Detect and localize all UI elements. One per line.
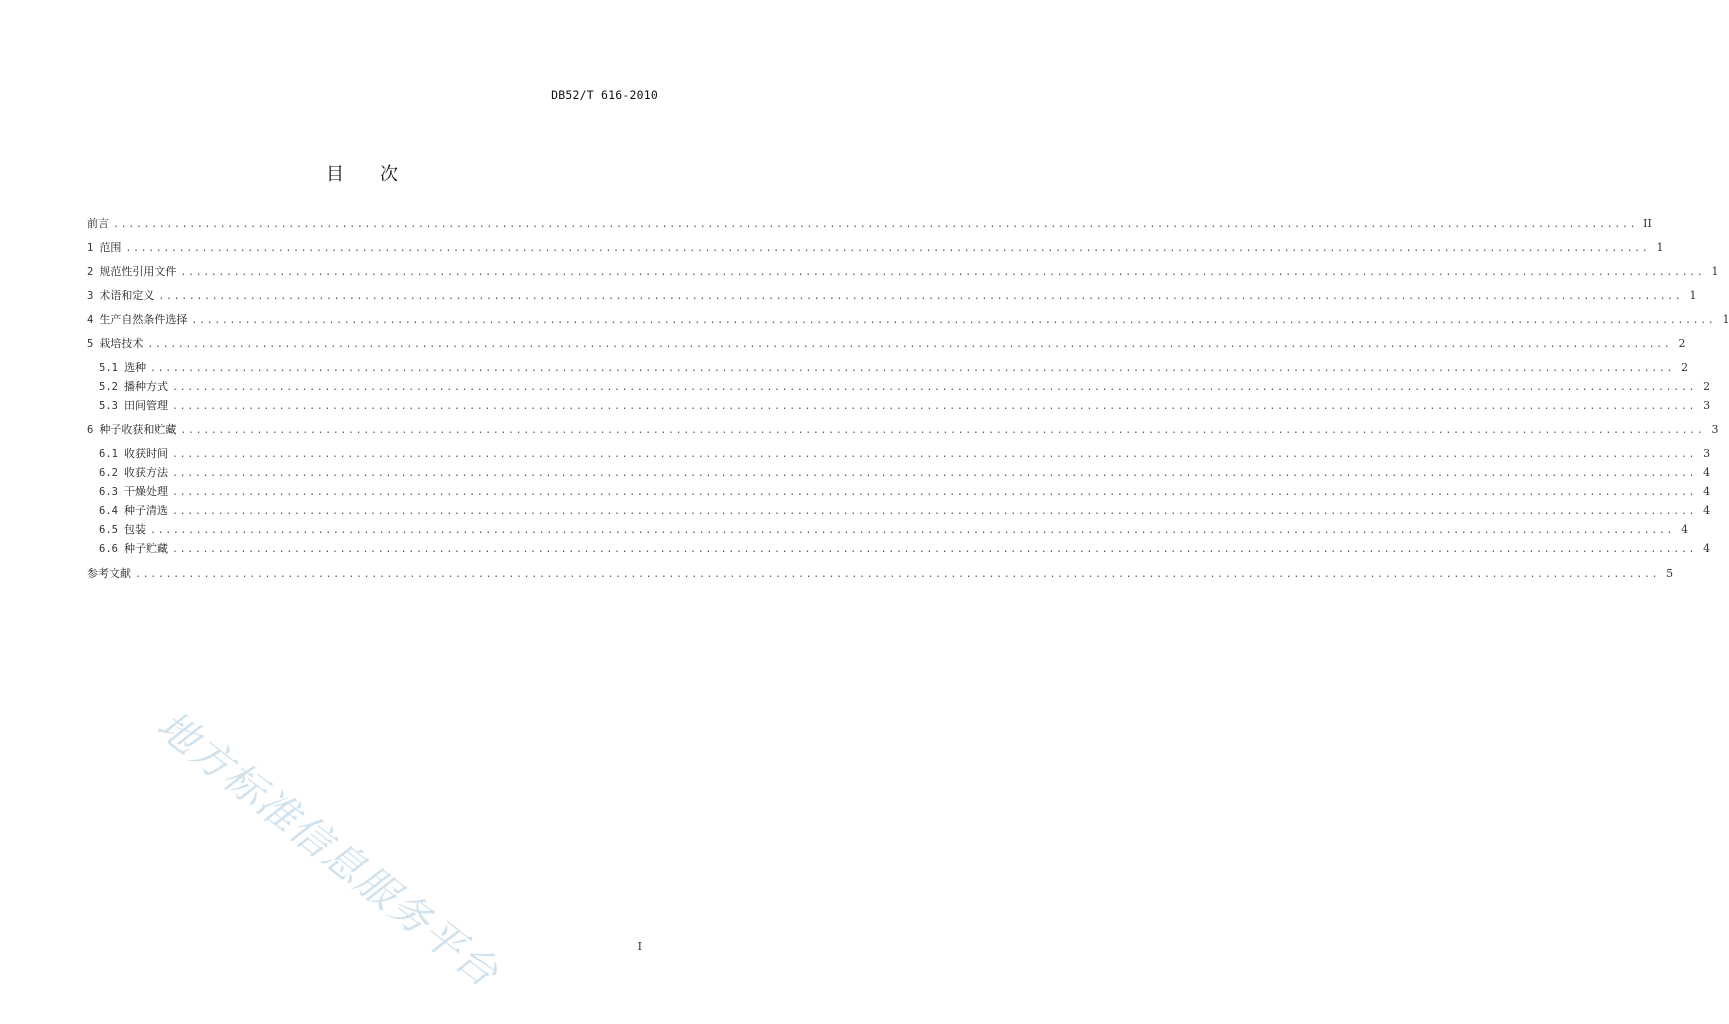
toc-entry[interactable]: [87, 239, 1664, 257]
toc-entry-label: 栽培技术: [99, 337, 144, 350]
toc-entry-page: 2: [1678, 337, 1686, 350]
toc-entry-label: 术语和定义: [99, 289, 155, 302]
toc-leader: ........................................................................................................................................................................................................: [171, 468, 1697, 479]
toc-entry-label: 参考文献: [87, 567, 131, 580]
toc-entry-number: 5: [87, 338, 94, 350]
toc-entry[interactable]: [87, 421, 1719, 439]
toc-entry-number: 4: [87, 314, 94, 326]
toc-leader: ........................................................................................................................................................................................................: [180, 267, 1705, 278]
toc-entry-number: 6: [87, 424, 94, 436]
toc-entry-page: 2: [1703, 380, 1711, 393]
toc-entry-page: 2: [1681, 361, 1689, 374]
toc-entry[interactable]: [87, 287, 1697, 305]
toc-entry[interactable]: [87, 311, 1729, 329]
toc-leader: ........................................................................................................................................................................................................: [180, 425, 1705, 436]
page-title: [0, 160, 724, 186]
toc-entry-bibliography[interactable]: [87, 565, 1674, 583]
toc-entry-page: 1: [1656, 241, 1664, 254]
toc-entry-label: 包装: [123, 523, 146, 536]
toc-entry-page: 4: [1681, 523, 1689, 536]
toc-leader: ........................................................................................................................................................................................................: [171, 487, 1697, 498]
toc-leader: ........................................................................................................................................................................................................: [149, 363, 1675, 374]
toc-entry-label: 选种: [123, 361, 146, 374]
toc-entry-label: 规范性引用文件: [99, 265, 177, 278]
toc-subentry[interactable]: [99, 359, 1689, 377]
toc-entry-label: 前言: [87, 217, 109, 230]
toc-entry-number: 1: [87, 242, 94, 254]
toc-leader: ........................................................................................................................................................................................................: [147, 339, 1672, 350]
toc-entry-label: 干燥处理: [123, 485, 168, 498]
toc-subentry[interactable]: [99, 464, 1711, 482]
toc-entry-page: 5: [1666, 567, 1674, 580]
toc-entry-page: 1: [1722, 313, 1729, 326]
toc-subentry[interactable]: [99, 397, 1711, 415]
toc-entry-number: 5.1: [99, 362, 118, 374]
toc-entry-number: 5.3: [99, 400, 118, 412]
toc-entry-number: 6.6: [99, 543, 118, 555]
toc-leader: ........................................................................................................................................................................................................: [135, 569, 1660, 580]
toc-leader: ........................................................................................................................................................................................................: [171, 382, 1697, 393]
toc-subentry[interactable]: [99, 540, 1711, 558]
toc-entry-page: 1: [1689, 289, 1697, 302]
toc-entry-number: 3: [87, 290, 94, 302]
toc-entry[interactable]: [87, 263, 1719, 281]
toc-entry-page: 3: [1703, 447, 1711, 460]
toc-entry-number: 6.1: [99, 448, 118, 460]
toc-entry-page: II: [1643, 217, 1652, 230]
toc-entry-page: 1: [1711, 265, 1719, 278]
toc-leader: ........................................................................................................................................................................................................: [125, 243, 1650, 254]
toc-entry-page: 4: [1703, 485, 1711, 498]
toc-entry-label: 田间管理: [123, 399, 168, 412]
toc-entry-number: 6.5: [99, 524, 118, 536]
toc-entry-number: 6.2: [99, 467, 118, 479]
toc-leader: ........................................................................................................................................................................................................: [149, 525, 1675, 536]
toc-entry-label: 种子收获和贮藏: [99, 423, 177, 436]
toc-subentry[interactable]: [99, 445, 1711, 463]
toc-entry-page: 4: [1703, 542, 1711, 555]
toc-entry-page: 4: [1703, 466, 1711, 479]
toc-entry-label: 种子贮藏: [123, 542, 168, 555]
toc-subentry[interactable]: [99, 378, 1711, 396]
toc-leader: ........................................................................................................................................................................................................: [113, 219, 1638, 230]
toc-leader: ........................................................................................................................................................................................................: [171, 449, 1697, 460]
toc-leader: ........................................................................................................................................................................................................: [158, 291, 1683, 302]
toc-entry[interactable]: [87, 335, 1686, 353]
toc-entry-label: 播种方式: [123, 380, 168, 393]
page-title-part1: 目: [326, 164, 344, 185]
toc-entry-label: 生产自然条件选择: [99, 313, 188, 326]
toc-entry-label: 收获时间: [123, 447, 168, 460]
toc-leader: ........................................................................................................................................................................................................: [191, 315, 1716, 326]
toc-entry-number: 6.3: [99, 486, 118, 498]
toc-entry-foreword[interactable]: [87, 215, 1652, 233]
toc-subentry[interactable]: [99, 483, 1711, 501]
toc-entry-page: 3: [1711, 423, 1719, 436]
page-title-part2: 次: [380, 164, 398, 185]
toc-entry-number: 6.4: [99, 505, 118, 517]
toc-entry-page: 3: [1703, 399, 1711, 412]
toc-leader: ........................................................................................................................................................................................................: [171, 544, 1697, 555]
toc-entry-label: 种子清选: [123, 504, 168, 517]
toc-entry-number: 5.2: [99, 381, 118, 393]
toc-subentry[interactable]: [99, 521, 1689, 539]
watermark: 地方标准信息服务平台: [148, 702, 508, 997]
toc-entry-page: 4: [1703, 504, 1711, 517]
toc-subentry[interactable]: [99, 502, 1711, 520]
toc-leader: ........................................................................................................................................................................................................: [171, 401, 1697, 412]
toc-entry-number: 2: [87, 266, 94, 278]
toc-leader: ........................................................................................................................................................................................................: [171, 506, 1697, 517]
toc-entry-label: 范围: [99, 241, 122, 254]
page-number: I: [637, 940, 642, 953]
toc-entry-label: 收获方法: [123, 466, 168, 479]
standard-code: DB52/T 616-2010: [551, 88, 658, 102]
